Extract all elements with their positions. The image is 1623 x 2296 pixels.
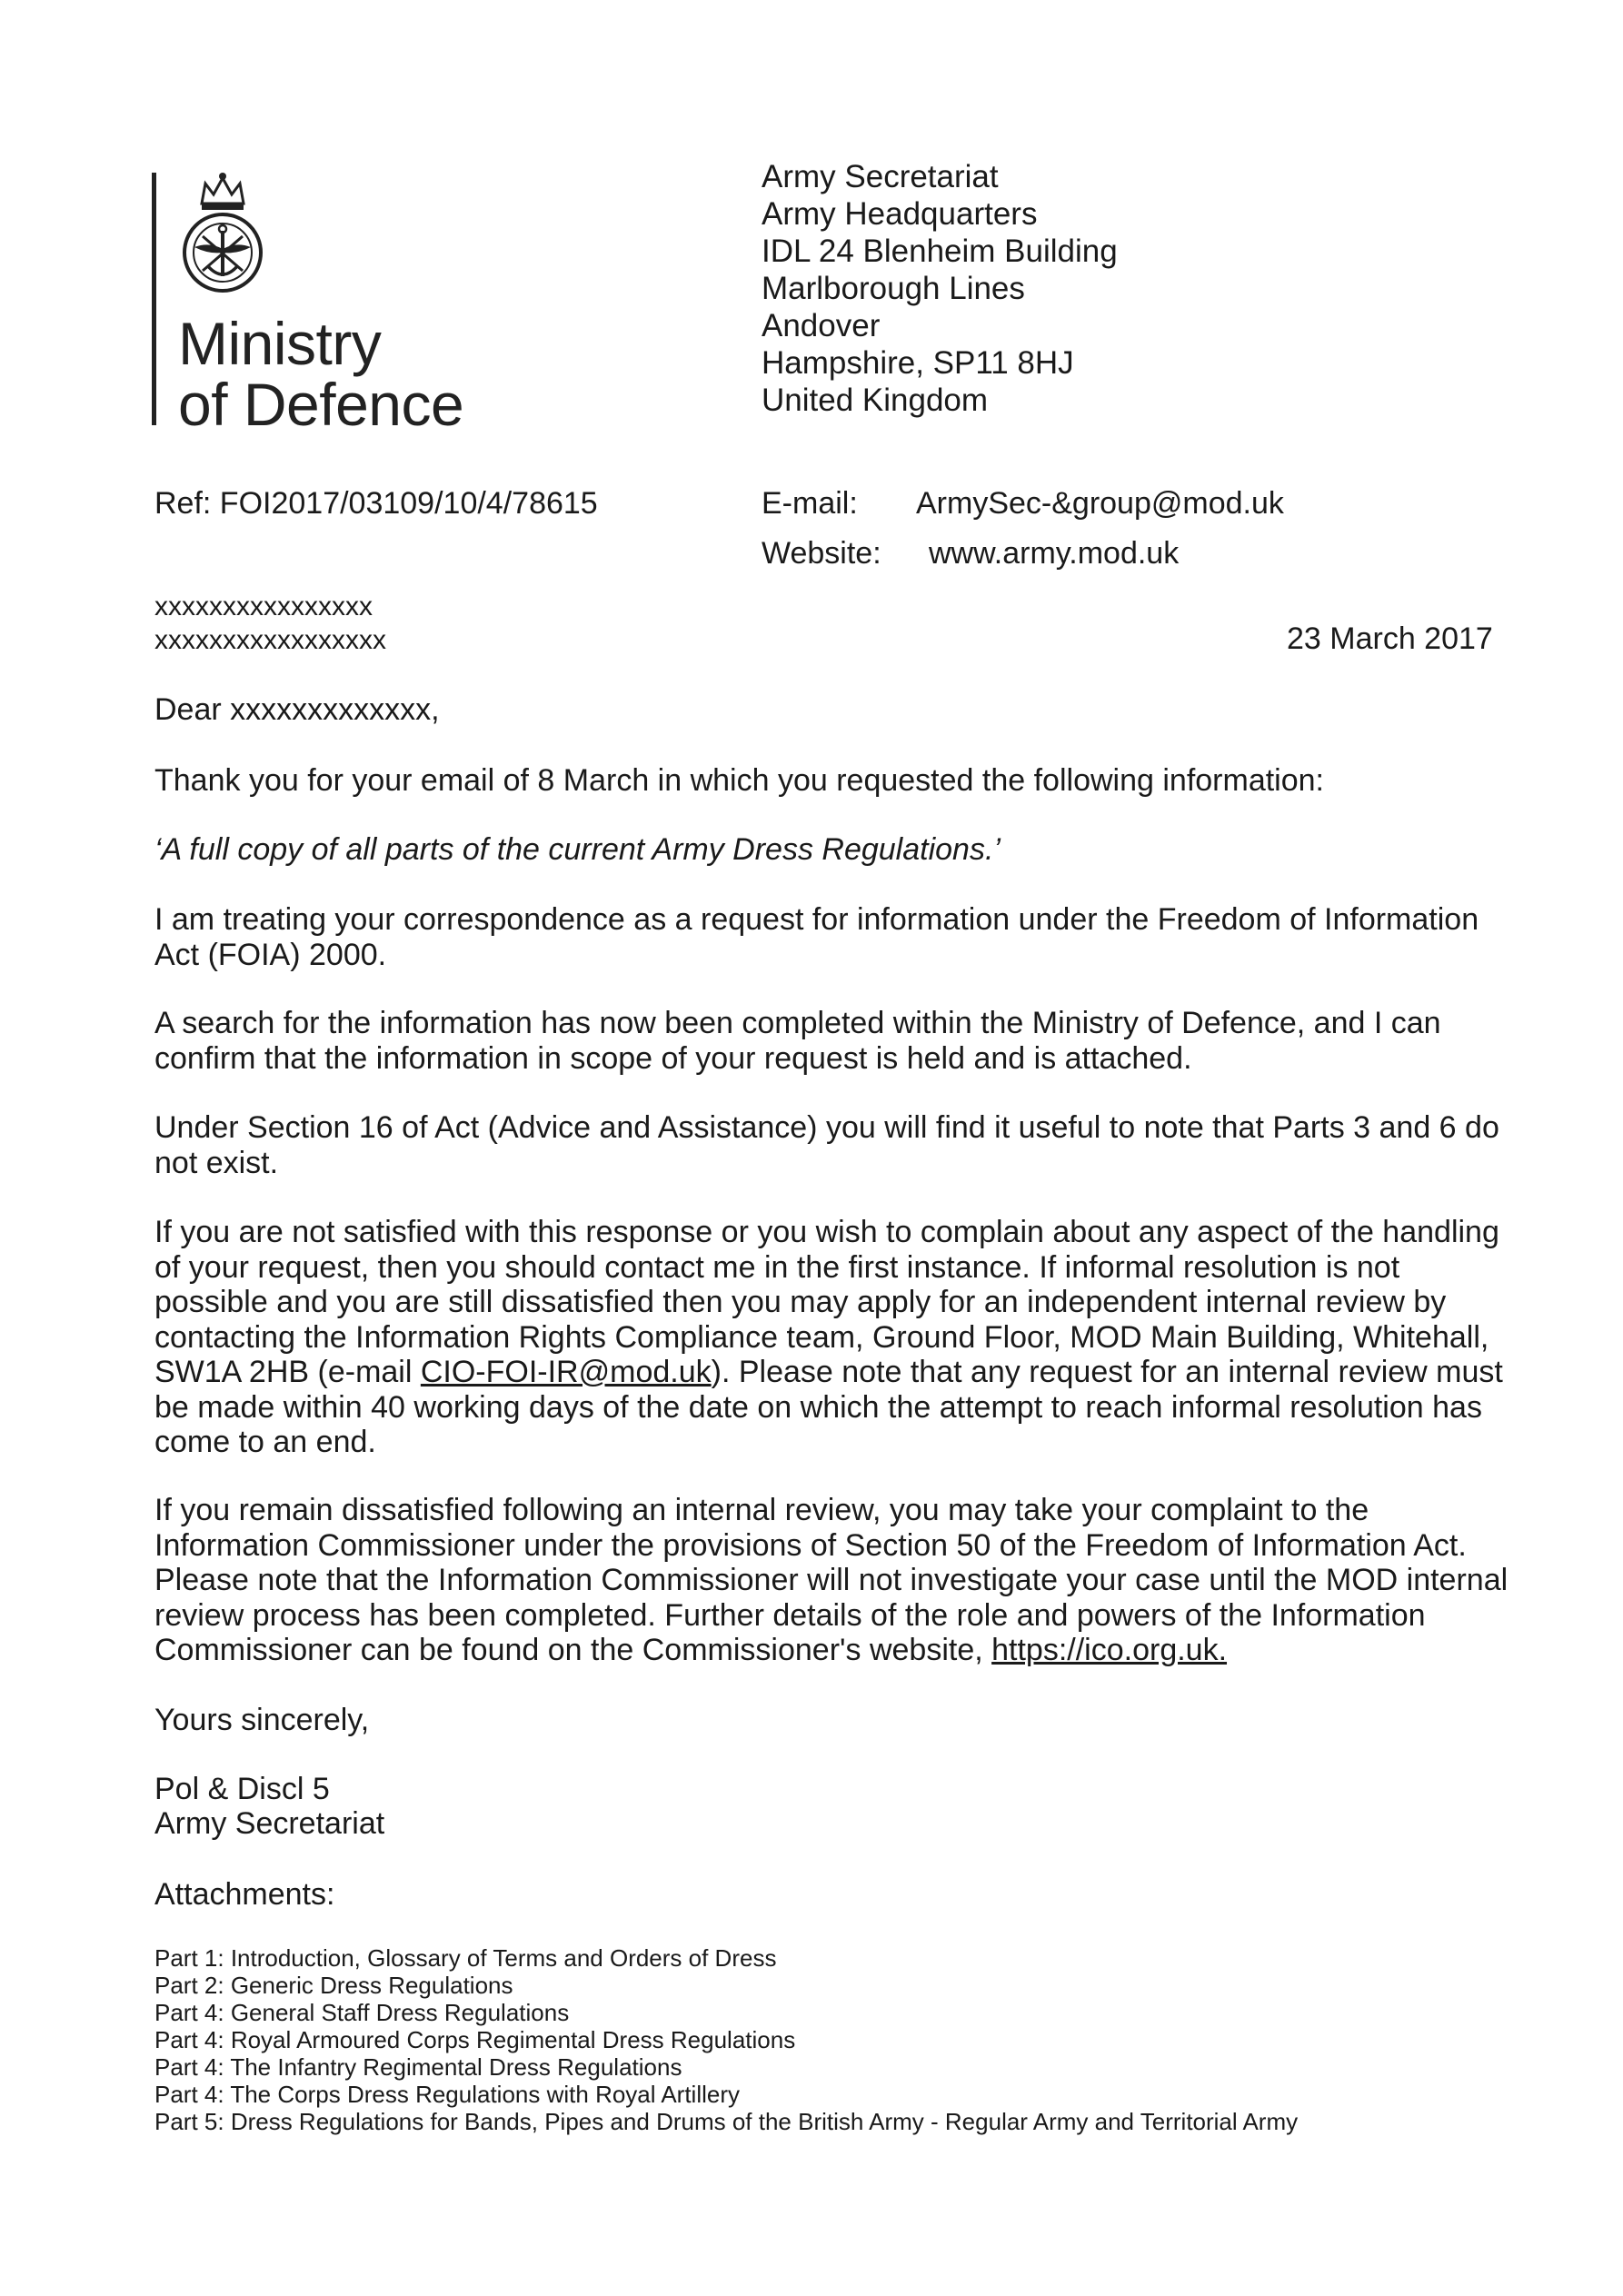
recipient-line: xxxxxxxxxxxxxxxxx: [154, 625, 386, 655]
paragraph-line: I am treating your correspondence as a request for information under the Freedom of Information: [154, 902, 1479, 937]
recipient-line: xxxxxxxxxxxxxxxx: [154, 591, 373, 621]
paragraph-line: [154, 1633, 1478, 1668]
paragraph-line: Please note that the Information Commissioner will not investigate your case until the MOD internal: [154, 1563, 1508, 1597]
attachment-item: Part 4: General Staff Dress Regulations: [154, 1999, 570, 2026]
address-line: Andover: [762, 308, 881, 343]
address-line: IDL 24 Blenheim Building: [762, 234, 1118, 269]
paragraph-intro: [154, 763, 1478, 799]
attachment-item: Part 1: Introduction, Glossary of Terms and Orders of Dress: [154, 1944, 777, 1972]
attachment-item: Part 5: Dress Regulations for Bands, Pipes and Drums of the British Army - Regular Army and Territorial Army: [154, 2108, 1299, 2135]
signature-name: Pol & Discl 5: [154, 1772, 330, 1806]
email-link-cio-foi[interactable]: CIO-FOI-IR@mod.uk: [420, 1355, 712, 1389]
text-fragment: ). Please note that any request for an internal review must: [711, 1355, 1503, 1389]
text-fragment: SW1A 2HB (e-mail: [154, 1355, 421, 1389]
paragraph-line: review process has been completed. Further details of the role and powers of the Information: [154, 1597, 1426, 1633]
logo-text-line1: Ministry: [178, 310, 382, 377]
paragraph-line: If you are not satisfied with this response or you wish to complain about any aspect of the handling: [154, 1215, 1499, 1249]
attachment-item: Part 4: The Infantry Regimental Dress Regulations: [154, 2053, 682, 2081]
closing: Yours sincerely,: [154, 1703, 370, 1737]
paragraph-line: contacting the Information Rights Compliance team, Ground Floor, MOD Main Building, Whitehall,: [154, 1319, 1489, 1355]
paragraph-line: be made within 40 working days of the date on which the attempt to reach informal resolution has: [154, 1389, 1482, 1425]
email-address[interactable]: ArmySec-&group@mod.uk: [916, 486, 1284, 521]
email-label: E-mail:: [762, 486, 858, 521]
paragraph-line: Information Commissioner under the provisions of Section 50 of the Freedom of Information Act.: [154, 1527, 1467, 1563]
attachments-heading: Attachments:: [154, 1877, 335, 1912]
paragraph-line: of your request, then you should contact me in the first instance. If informal resolution is not: [154, 1249, 1400, 1285]
paragraph-foia: [154, 902, 1478, 972]
text-fragment: Commissioner can be found on the Commissioner's website,: [154, 1633, 992, 1667]
address-line: Hampshire, SP11 8HJ: [762, 345, 1074, 381]
address-line: Army Secretariat: [762, 159, 999, 194]
attachment-item: Part 4: The Corps Dress Regulations with Royal Artillery: [154, 2081, 740, 2108]
address-line: Army Headquarters: [762, 196, 1038, 232]
paragraph-line: If you remain dissatisfied following an internal review, you may take your complaint to the: [154, 1493, 1369, 1527]
signature-title: Army Secretariat: [154, 1806, 385, 1841]
paragraph-line: Act (FOIA) 2000.: [154, 937, 387, 972]
paragraph-line: A search for the information has now been completed within the Ministry of Defence, and I can: [154, 1006, 1441, 1040]
crest-icon: [173, 171, 273, 293]
paragraph-line: Thank you for your email of 8 March in which you requested the following information:: [154, 763, 1324, 798]
attachment-item: Part 2: Generic Dress Regulations: [154, 1972, 513, 1999]
website-url[interactable]: www.army.mod.uk: [929, 536, 1180, 571]
paragraph-line: Under Section 16 of Act (Advice and Assistance) you will find it useful to note that Parts 3 and 6 do: [154, 1110, 1499, 1145]
paragraph-line: possible and you are still dissatisfied then you may apply for an independent internal review by: [154, 1285, 1447, 1319]
website-label: Website:: [762, 536, 881, 571]
paragraph-search: [154, 1006, 1478, 1076]
paragraph-complaints: [154, 1215, 1503, 1460]
logo-text-line2: of Defence: [178, 371, 464, 438]
paragraph-line: ‘A full copy of all parts of the current Army Dress Regulations.’: [154, 832, 1001, 867]
reference-number: Ref: FOI2017/03109/10/4/78615: [154, 486, 598, 521]
paragraph-line: [154, 1355, 1503, 1390]
paragraph-line: confirm that the information in scope of your request is held and is attached.: [154, 1040, 1192, 1076]
logo-divider-bar: [152, 173, 156, 425]
paragraph-line: not exist.: [154, 1145, 279, 1180]
ico-website-link[interactable]: https://ico.org.uk.: [991, 1633, 1228, 1667]
address-line: United Kingdom: [762, 383, 989, 418]
paragraph-section16: [154, 1110, 1499, 1180]
paragraph-commissioner: [154, 1493, 1508, 1668]
request-quote: [154, 832, 1478, 868]
letter-date: 23 March 2017: [1287, 621, 1493, 656]
salutation: Dear xxxxxxxxxxxxx,: [154, 692, 440, 727]
attachment-item: Part 4: Royal Armoured Corps Regimental Dress Regulations: [154, 2026, 796, 2053]
paragraph-line: come to an end.: [154, 1425, 376, 1459]
address-line: Marlborough Lines: [762, 271, 1025, 306]
